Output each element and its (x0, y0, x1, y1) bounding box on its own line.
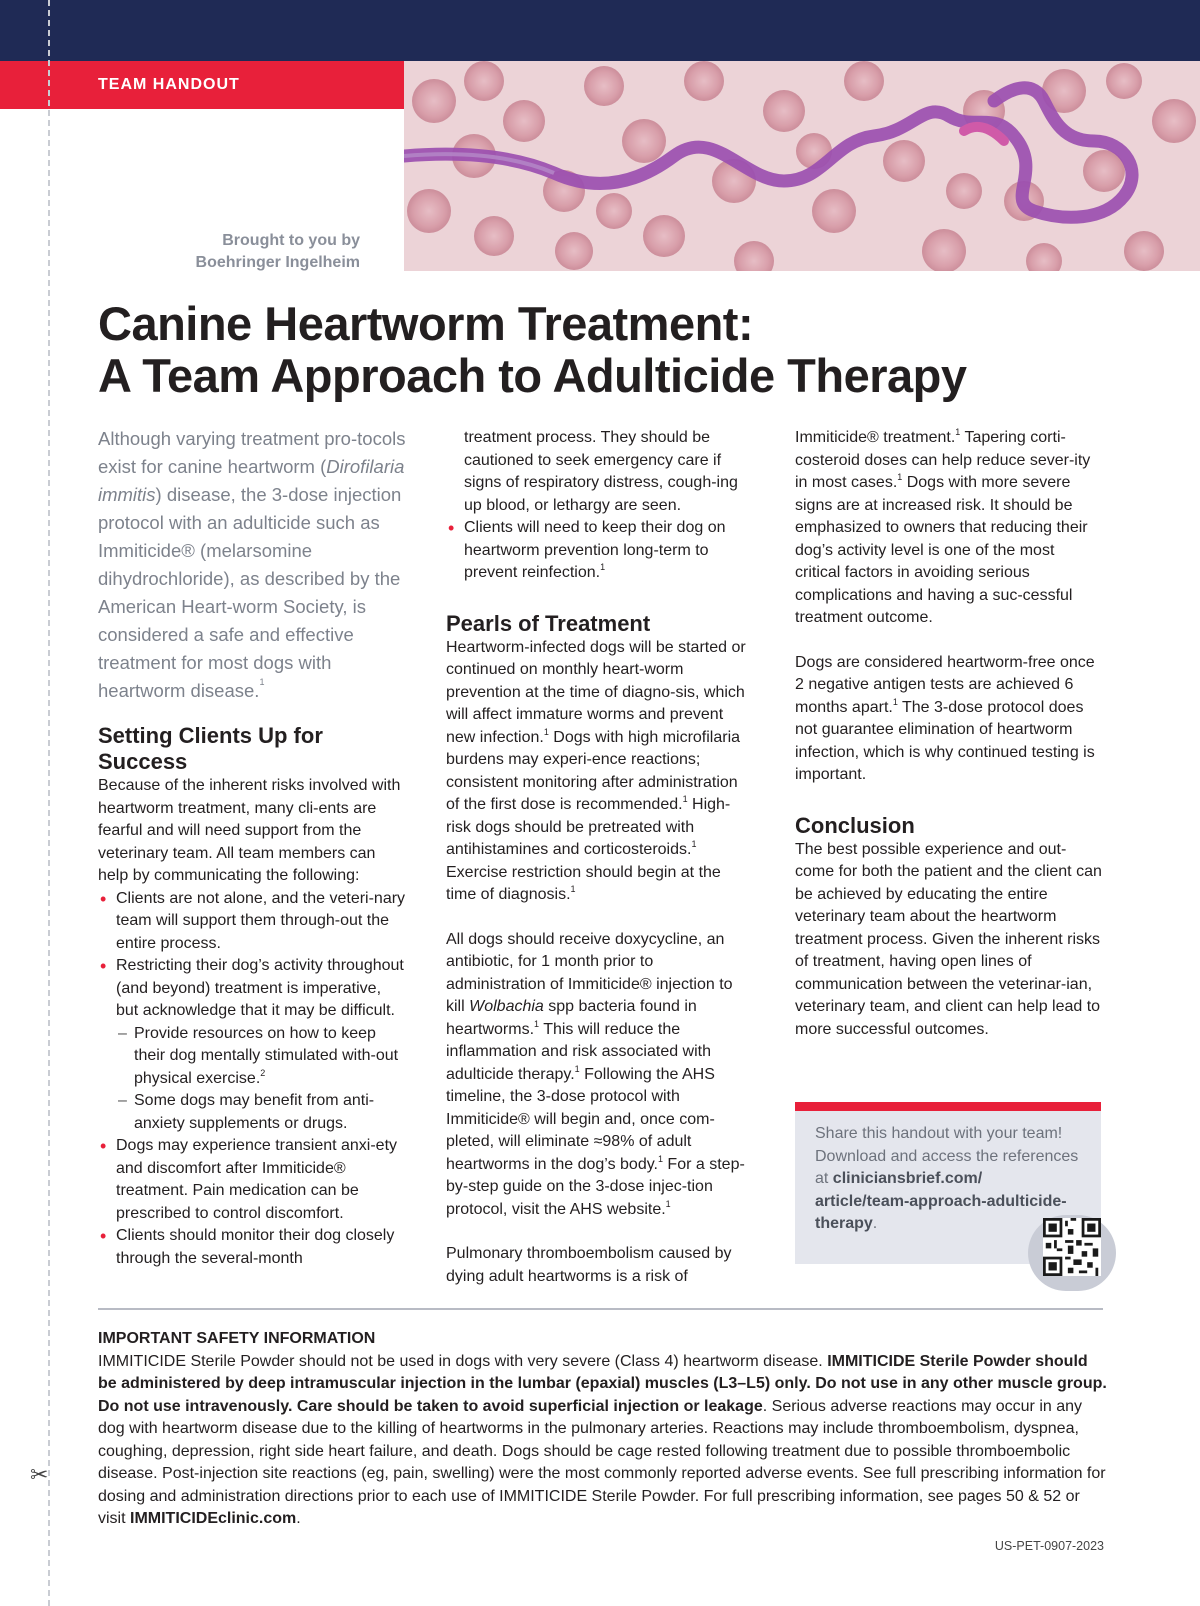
list-item: • Dogs may experience transient anxi-ety and discomfort after Immiticide® treatment. Pain medication can be prescribed to control discomfort. (100, 1136, 398, 1222)
sub-list-item: – Some dogs may benefit from anti-anxiety supplements or drugs. (118, 1092, 375, 1132)
isi-heading: IMPORTANT SAFETY INFORMATION (98, 1330, 376, 1347)
list-item: • Restricting their dog’s activity throughout (and beyond) treatment is imperative, but acknowledge that it may be difficult. – Provide resources on how to keep their dog mentally stimulated with-out physical exercise.$^2$ – Some dogs may benefit from anti-anxiety supplements or drugs. (98, 955, 406, 1135)
sponsor-credit (160, 230, 360, 274)
share-text: Share this handout with your team! Download and access the references at (815, 1125, 1079, 1187)
conclusion-paragraph: The best possible experience and out-come for both the patient and the client can be achieved by educating the entire veterinary team about the heartworm treatment process. Given the inherent risks of treatment, having open lines of communication between the veterinar-ian, veterinary team, and client can help lead to more successful outcomes. (795, 840, 1102, 1038)
bullet-icon: • (100, 956, 107, 976)
team-handout-label: TEAM HANDOUT (0, 61, 404, 109)
heartworm-free-paragraph: Dogs are considered heartworm-free once 2 negative antigen tests are achieved 6 months apart.$^1$ The 3-dose protocol does not guarantee elimination of heartworm infection, which is why continued testing is important. (795, 653, 1095, 783)
important-safety-information (98, 1328, 1108, 1531)
qr-code-icon[interactable] (1043, 1218, 1101, 1276)
isi-link[interactable]: IMMITICIDEclinic.com (130, 1510, 297, 1527)
column-2 (446, 427, 750, 1288)
success-paragraph: Because of the inherent risks involved with heartworm treatment, many cli-ents are fearful and will need support from the veterinary team. All team members can help by communicating the following: (98, 777, 401, 884)
pearls-paragraph-1: Heartworm-infected dogs will be started or continued on monthly heart-worm prevention at the time of diagno-sis, which will affect immature worms and prevent new infection.$^1$ Dogs with high microfilaria burdens may experi-ence reactions; consistent monitoring after administration of the first dose is recommended.$^1$ High-risk dogs should be pretreated with antihistamines and corticosteroids.$^1$ Exercise restriction should begin at the time of diagnosis.$^1$ (446, 638, 746, 903)
intro-paragraph: Although varying treatment pro-tocols exist for canine heartworm (Dirofilaria immitis) disease, the 3-dose injection protocol with an adulticide such as Immiticide® (melarsomine dihydrochloride), as described by the American Heart-worm Society, is considered a safe and effective treatment for most dogs with heartworm disease.$^1$ (98, 428, 406, 701)
bullet-icon: • (100, 888, 107, 909)
column-1 (98, 425, 406, 1270)
document-code: US-PET-0907-2023 (994, 1539, 1104, 1553)
cut-line (48, 0, 50, 1606)
divider (98, 1308, 1103, 1310)
risk-paragraph: Immiticide® treatment.$^1$ Tapering corti-costeroid doses can help reduce sever-ity in most cases.$^1$ Dogs with more severe signs are at increased risk. It should be emphasized to owners that reducing their dog’s activity level is one of the most critical factors in avoiding serious complications and having a suc-cessful treatment outcome. (795, 427, 1091, 626)
pearls-paragraph-2: All dogs should receive doxycycline, an antibiotic, for 1 month prior to administration of Immiticide® injection to kill Wolbachia spp bacteria found in heartworms.$^1$ This will reduce the inflammation and risk associated with adulticide therapy.$^1$ Following the AHS timeline, the 3-dose protocol with Immiticide® will begin and, once com-pleted, will eliminate ≈98% of adult heartworms in the dog’s body.$^1$ For a step-by-step guide on the 3-dose injec-tion protocol, visit the AHS website.$^1$ (446, 930, 745, 1218)
bullet-icon: • (100, 1226, 107, 1246)
section-heading-pearls: Pearls of Treatment (446, 610, 651, 636)
bullet-icon: • (100, 1136, 107, 1156)
list-item: • Clients should monitor their dog closely through the several-month (100, 1226, 395, 1267)
isi-body: IMMITICIDE Sterile Powder should not be used in dogs with very severe (Class 4) heartworm disease. IMMITICIDE Sterile Powder should be administered by deep intramuscular injection in the lumbar (epaxial) muscles (L3–L5) only. Do not use in any other muscle group. Do not use intravenously. Care should be taken to avoid superficial injection or leakage. Serious adverse reactions may occur in any dog with heartworm disease due to the killing of heartworms in the pulmonary arteries. Reactions may include thromboembolism, dyspnea, coughing, depression, right side heart failure, and death. Dogs should be cage rested following treatment due to possible thromboembolic disease. Post-injection site reactions (eg, pain, swelling) were the most commonly reported adverse events. See full prescribing information for dosing and administration directions prior to each use of IMMITICIDE Sterile Powder. For full prescribing information, see pages 50 & 52 or visit IMMITICIDEclinic.com. (98, 1352, 1107, 1527)
sponsor-line-1: Brought to you by (222, 232, 360, 249)
list-item: treatment process. They should be cautioned to seek emergency care if signs of respiratory distress, cough-ing up blood, or lethargy are seen. (464, 429, 738, 514)
client-bullet-list (98, 888, 406, 1271)
client-bullet-list-cont (446, 427, 750, 585)
share-box: Share this handout with your team! Download and access the references at cliniciansbrief.com/ article/team-approach-adulticide-therapy. (795, 1102, 1101, 1264)
title-line-1: Canine Heartworm Treatment: (98, 297, 754, 350)
dash-icon: – (118, 1092, 127, 1109)
list-item: • Clients are not alone, and the veteri-nary team will support them through-out the entire process. (100, 888, 406, 952)
sub-list (116, 1023, 406, 1136)
dash-icon: – (118, 1024, 127, 1042)
page-title (98, 298, 967, 402)
sub-list-item: – Provide resources on how to keep their dog mentally stimulated with-out physical exercise.$^2$ (118, 1024, 399, 1087)
column-3 (795, 427, 1103, 1041)
top-band (0, 0, 1200, 61)
bullet-icon: • (448, 518, 455, 538)
pearls-paragraph-3: Pulmonary thromboembolism caused by dying adult heartworms is a risk of (446, 1245, 732, 1285)
scissors-icon: ✂ (30, 1462, 49, 1487)
title-line-2: A Team Approach to Adulticide Therapy (98, 349, 967, 402)
section-heading-success: Setting Clients Up for Success (98, 723, 323, 774)
heartworm-microscopy-image (404, 61, 1200, 271)
share-link[interactable]: cliniciansbrief.com/ article/team-approach-adulticide-therapy (815, 1170, 1067, 1232)
section-heading-conclusion: Conclusion (795, 812, 915, 838)
sponsor-line-2: Boehringer Ingelheim (195, 254, 360, 271)
list-item: • Clients will need to keep their dog on heartworm prevention long-term to prevent reinfection.$^1$ (448, 518, 726, 581)
